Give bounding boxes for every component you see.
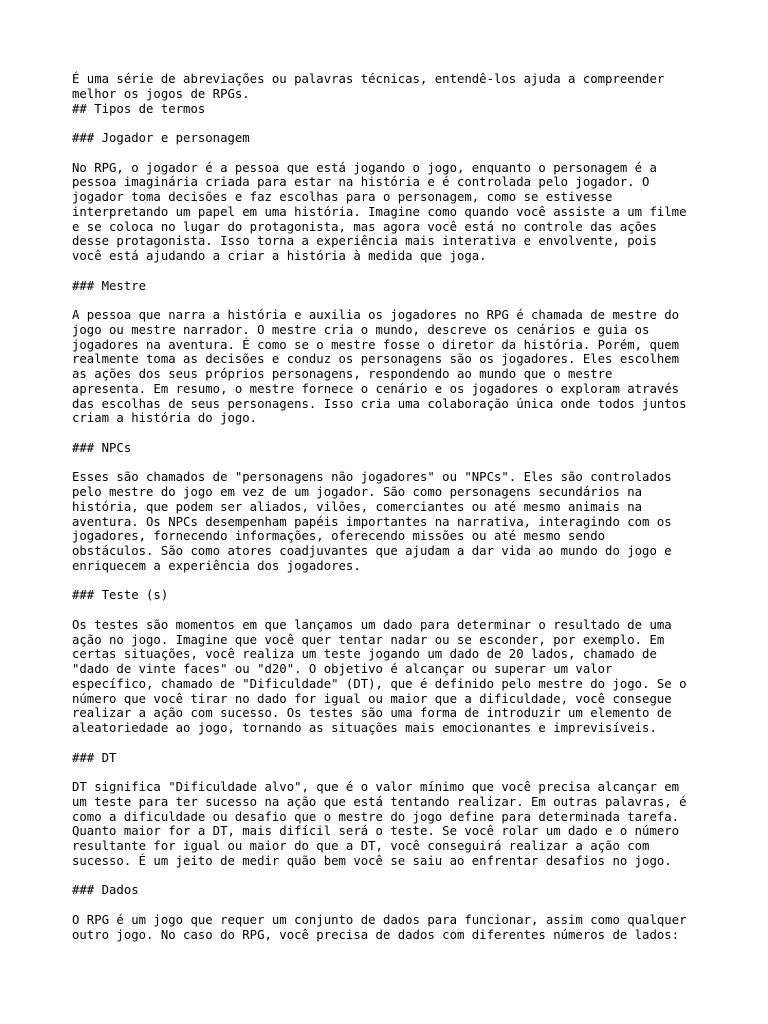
section-heading	[72, 131, 712, 146]
blank-line	[72, 456, 712, 471]
section-heading	[72, 441, 712, 456]
text-line: desse protagonista. Isso torna a experiência mais interativa e envolvente, pois	[72, 234, 657, 249]
text-line: É uma série de abreviações ou palavras técnicas, entendê-los ajuda a compreender	[72, 72, 665, 86]
text-line: jogadores na aventura. É como se o mestre fosse o diretor da história. Porém, quem	[72, 337, 680, 352]
text-paragraph	[72, 913, 712, 943]
document-page	[72, 72, 712, 942]
text-line: "dado de vinte faces" ou "d20". O objetivo é alcançar ou superar um valor	[72, 662, 613, 676]
heading-line: ### Mestre	[72, 278, 147, 293]
text-paragraph	[72, 470, 712, 573]
text-line: Os testes são momentos em que lançamos um dado para determinar o resultado de uma	[72, 617, 672, 632]
text-paragraph	[72, 72, 712, 116]
section-heading	[72, 588, 712, 603]
text-line: sucesso. É um jeito de medir quão bem você se saiu ao enfrentar desafios no jogo.	[72, 853, 672, 868]
text-line: certas situações, você realiza um teste jogando um dado de 20 lados, chamado de	[72, 647, 657, 662]
text-line: número que você tirar no dado for igual ou maior que a dificuldade, você consegue	[72, 691, 672, 706]
text-line: jogador toma decisões e faz escolhas para o personagem, como se estivesse	[72, 190, 613, 204]
blank-line	[72, 146, 712, 161]
text-paragraph	[72, 161, 712, 264]
section-heading	[72, 279, 712, 294]
text-line: enriquecem a experiência dos jogadores.	[72, 558, 361, 573]
text-line: outro jogo. No caso do RPG, você precisa de dados com diferentes números de lados:	[72, 927, 680, 942]
blank-line	[72, 736, 712, 751]
heading-line: ### NPCs	[72, 440, 132, 455]
text-line: pessoa imaginária criada para estar na história e é controlada pelo jogador. O	[72, 175, 650, 190]
blank-line	[72, 426, 712, 441]
text-line: específico, chamado de "Dificuldade" (DT), que é definido pelo mestre do jogo. Se o	[72, 676, 687, 691]
text-line: as ações dos seus próprios personagens, respondendo ao mundo que o mestre	[72, 367, 613, 381]
blank-line	[72, 116, 712, 131]
text-line: das escolhas de seus personagens. Isso cria uma colaboração única onde todos juntos	[72, 396, 687, 411]
text-line: Quanto maior for a DT, mais difícil será o teste. Se você rolar um dado e o número	[72, 824, 680, 839]
text-paragraph	[72, 618, 712, 736]
text-line: como a dificuldade ou desafio que o mestre do jogo define para determinada tarefa.	[72, 809, 680, 824]
heading-line: ### Dados	[72, 883, 139, 898]
text-line: jogo ou mestre narrador. O mestre cria o mundo, descreve os cenários e guia os	[72, 322, 650, 337]
text-paragraph	[72, 780, 712, 869]
text-line: aleatoriedade ao jogo, tornando as situações mais emocionantes e imprevisíveis.	[72, 721, 657, 735]
text-line: criam a história do jogo.	[72, 411, 258, 426]
text-line: melhor os jogos de RPGs.	[72, 86, 250, 101]
text-line: apresenta. Em resumo, o mestre fornece o cenário e os jogadores o exploram através	[72, 381, 680, 396]
text-line: A pessoa que narra a história e auxilia os jogadores no RPG é chamada de mestre do	[72, 308, 680, 322]
text-line: obstáculos. São como atores coadjuvantes que ajudam a dar vida ao mundo do jogo e	[72, 544, 672, 558]
text-line: um teste para ter sucesso na ação que está tentando realizar. Em outras palavras, é	[72, 794, 687, 809]
blank-line	[72, 603, 712, 618]
blank-line	[72, 264, 712, 279]
text-line: história, que podem ser aliados, vilões, comerciantes ou até mesmo animais na	[72, 499, 643, 514]
blank-line	[72, 765, 712, 780]
heading-line: ### Teste (s)	[72, 588, 169, 603]
heading-line: ### Jogador e personagem	[72, 131, 250, 145]
text-line: ## Tipos de termos	[72, 101, 206, 116]
text-line: O RPG é um jogo que requer um conjunto de dados para funcionar, assim como qualquer	[72, 912, 687, 927]
text-line: interpretando um papel em uma história. Imagine como quando você assiste a um filme	[72, 204, 687, 219]
text-line: e se coloca no lugar do protagonista, mas agora você está no controle das ações	[72, 219, 657, 234]
text-line: realmente toma as decisões e conduz os personagens são os jogadores. Eles escolhem	[72, 352, 680, 367]
section-heading	[72, 883, 712, 898]
text-line: ação no jogo. Imagine que você quer tentar nadar ou se esconder, por exemplo. Em	[72, 632, 665, 647]
blank-line	[72, 898, 712, 913]
blank-line	[72, 869, 712, 884]
text-line: resultante for igual ou maior do que a DT, você conseguirá realizar a ação com	[72, 839, 650, 853]
heading-line: ### DT	[72, 750, 117, 765]
blank-line	[72, 574, 712, 589]
text-paragraph	[72, 308, 712, 426]
text-line: você está ajudando a criar a história à medida que joga.	[72, 249, 487, 263]
text-line: aventura. Os NPCs desempenham papéis importantes na narrativa, interagindo com os	[72, 514, 672, 529]
text-line: jogadores, fornecendo informações, oferecendo missões ou até mesmo sendo	[72, 529, 606, 544]
section-heading	[72, 751, 712, 766]
blank-line	[72, 293, 712, 308]
text-line: pelo mestre do jogo em vez de um jogador. São como personagens secundários na	[72, 485, 643, 499]
text-line: No RPG, o jogador é a pessoa que está jogando o jogo, enquanto o personagem é a	[72, 160, 657, 175]
text-line: DT significa "Dificuldade alvo", que é o valor mínimo que você precisa alcançar em	[72, 780, 680, 794]
text-line: realizar a ação com sucesso. Os testes são uma forma de introduzir um elemento de	[72, 706, 672, 721]
text-line: Esses são chamados de "personagens não jogadores" ou "NPCs". Eles são controlados	[72, 470, 672, 485]
